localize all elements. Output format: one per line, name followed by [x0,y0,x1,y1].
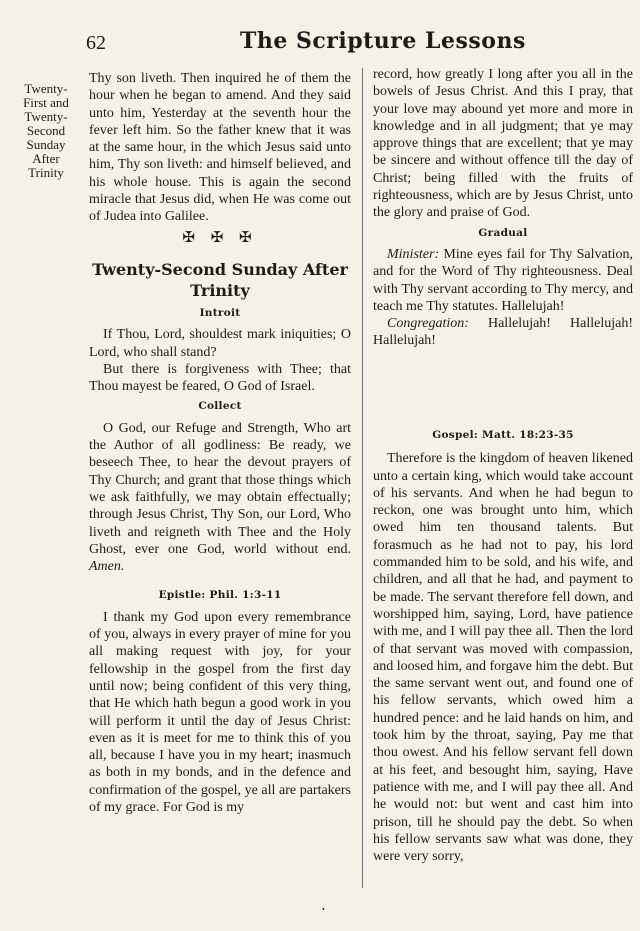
gospel-heading: Gospel: Matt. 18:23-35 [432,429,574,441]
gradual-minister [373,246,633,315]
ornament-crosses: ✠ ✠ ✠ [182,229,258,246]
footer-mark: • [322,905,325,914]
margin-note-line: First and [23,95,69,110]
minister-text: Mine eyes fail for Thy Salvation, and for the Word of Thy righteousness. Deal with Thy servant according to Thy mercy, and teach me Thy statutes. Hallelujah! [373,246,634,314]
margin-note-line: Sunday [26,137,66,152]
page-number: 62 [86,32,106,54]
column-divider [362,68,363,888]
margin-note-line: Twenty- [24,109,68,124]
page-header [0,28,640,58]
introit-verse: But there is forgiveness with Thee; that Thou mayest be feared, O God of Israel. [89,361,351,395]
left-column [89,70,351,816]
epistle-continuation: record, how greatly I long after you all in the bowels of Jesus Christ. And this I pray, that your love may abound yet more and more in knowledge and in all judgment; that ye may approve things that are excellent; that ye may be sincere and without offence till the day of Christ; being filled with the fruits of righteousness, which are by Jesus Christ, unto the glory and praise of God. [373,67,633,221]
margin-note-line: After [32,151,60,166]
gospel-continuation: Thy son liveth. Then inquired he of them the hour when he began to amend. And they said unto him, Yesterday at the seventh hour the fever left him. So the father knew that it was at the same hour, in the which Jesus said unto him, Thy son liveth: and himself believed, and his whole house. This is again the second miracle that Jesus did, when He was come out of Judea into Galilee. [89,71,351,225]
epistle-heading: Epistle: Phil. 1:3-11 [158,589,282,602]
epistle-text: I thank my God upon every remembrance of you, always in every prayer of mine for you all making request with joy, for your fellowship in the gospel from the first day until now; being confident of this very thing, that He which hath begun a good work in you will perform it until the day of Jesus Christ: even as it is meet for me to think this of you all, because I have you in my heart; inasmuch as both in my bonds, and in the defence and confirmation of the gospel, ye all are partakers of my grace. For God is my [89,609,351,815]
collect-heading: Collect [198,400,242,413]
collect-amen: Amen. [89,559,125,575]
margin-note-line: Second [26,123,66,138]
right-column [373,66,633,350]
collect-text [89,420,351,576]
gradual-heading: Gradual [478,226,528,239]
margin-note-line: Trinity [28,165,64,180]
running-title: The Scripture Lessons [240,28,526,54]
gospel-block [373,424,633,865]
collect-body: O God, our Refuge and Strength, Who art the Author of all godliness: Be ready, we beseech Thee, to hear the devout prayers of Thy Church; and grant that those things which we ask faithfully, we may obtain effectually; through Jesus Christ, Thy Son, our Lord, Who liveth and reigneth with Thee and the Holy Ghost, ever one God, world without end. [89,420,351,557]
congregation-text: Hallelujah! Hallelujah! Hallelujah! [373,316,633,349]
minister-label: Minister: [387,246,440,262]
congregation-label: Congregation: [387,316,469,332]
gradual-congregation [373,315,633,350]
margin-note-line: Twenty- [24,81,68,96]
margin-note [14,82,78,180]
gospel-text: Therefore is the kingdom of heaven likened unto a certain king, which would take account of his servants. And when he had begun to reckon, one was brought unto him, which owed him ten thousand talents. But forasmuch as he had not to pay, his lord commanded him to be sold, and his wife, and children, and all that he had, and payment to be made. The servant therefore fell down, and worshipped him, saying, Lord, have patience with me, and I will pay thee all. Then the lord of that servant was moved with compassion, and loosed him, and forgave him the debt. But the same servant went out, and found one of his fellow servants, which owed him a hundred pence: and he laid hands on him, and took him by the throat, saying, Pay me that thou owest. And his fellow servant fell down at his feet, and besought him, saying, Have patience with me, and I will pay thee all. And he would not: but went and cast him into prison, till he should pay the debt. So when his fellow servants saw what was done, they were very sorry, [373,451,633,865]
section-title: Twenty-Second Sunday After Trinity [92,259,348,300]
introit-heading: Introit [199,306,241,319]
introit-verse: If Thou, Lord, shouldest mark iniquities; O Lord, who shall stand? [89,327,351,360]
